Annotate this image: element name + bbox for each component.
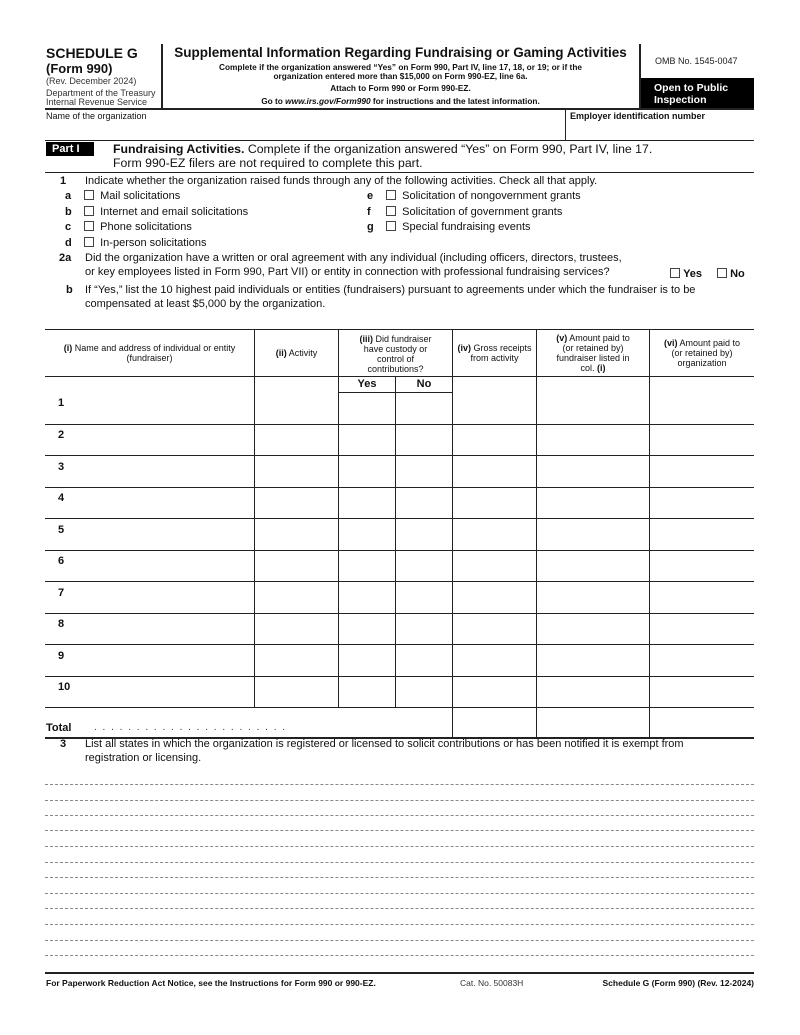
line1-text: Indicate whether the organization raised funds through any of the following activities. Check all that apply. (85, 175, 598, 187)
header-bottom-rule (45, 108, 754, 110)
gross-receipts-cell[interactable] (454, 614, 539, 646)
col-num: (i) (63, 342, 73, 353)
schedule-label: SCHEDULE G (46, 45, 138, 61)
state-entry-line[interactable] (45, 830, 754, 831)
fundraiser-name-cell[interactable] (46, 488, 257, 520)
custody-no-cell[interactable] (397, 645, 455, 677)
gross-receipts-cell[interactable] (454, 677, 539, 709)
custody-no-cell[interactable] (397, 614, 455, 646)
line2a-no (717, 268, 745, 280)
col-num: (v) (556, 332, 568, 343)
activity-letter: c (65, 221, 72, 233)
state-entry-line[interactable] (45, 940, 754, 941)
state-entry-line[interactable] (45, 800, 754, 801)
activity-letter: a (65, 190, 72, 202)
retained-org-cell[interactable] (651, 582, 757, 614)
activity-letter: f (367, 206, 371, 218)
activity-label: Special fundraising events (402, 221, 531, 233)
paid-fundraiser-cell[interactable] (538, 677, 652, 709)
retained-org-cell[interactable] (651, 519, 757, 551)
retained-org-cell[interactable] (651, 488, 757, 520)
yesno-header-rule (338, 392, 452, 393)
state-entry-line[interactable] (45, 908, 754, 909)
gross-receipts-cell[interactable] (454, 488, 539, 520)
no-label: No (730, 268, 745, 280)
activity-letter: b (65, 206, 72, 218)
part1-title-rest: Complete if the organization answered “Yes” on Form 990, Part IV, line 17. (244, 142, 653, 156)
gross-receipts-cell[interactable] (454, 582, 539, 614)
total-gross-receipts[interactable] (454, 709, 538, 737)
line2a-text2: or key employees listed in Form 990, Part VII) or entity in connection with professional fundraising services? (85, 266, 610, 278)
retained-org-cell[interactable] (651, 645, 757, 677)
activity-cell[interactable] (256, 582, 341, 614)
row-number: 5 (58, 523, 65, 536)
fundraiser-name-cell[interactable] (46, 677, 257, 709)
line3-text2: registration or licensing. (85, 752, 202, 764)
department-label: Department of the Treasury (46, 88, 156, 98)
activity-g (367, 221, 531, 233)
activity-cell[interactable] (256, 677, 341, 709)
custody-yes-cell[interactable] (340, 488, 398, 520)
row-number: 10 (58, 681, 71, 693)
line2b-text1: If “Yes,” list the 10 highest paid individuals or entities (fundraisers) pursuant to agreements under which the fundraiser is to be (85, 284, 696, 296)
instruction-line1: Complete if the organization answered “Yes” on Form 990, Part IV, line 17, 18, or 19; or if the (218, 62, 582, 72)
retained-org-cell[interactable] (651, 425, 757, 457)
table-header-rule (45, 376, 754, 377)
org-name-label: Name of the organization (46, 111, 147, 121)
state-entry-line[interactable] (45, 815, 754, 816)
ein-label: Employer identification number (570, 111, 706, 121)
activity-cell[interactable] (256, 488, 341, 520)
fundraiser-name-cell[interactable] (46, 519, 257, 551)
col-label: Did fundraiser have custody or control of contributions? (363, 333, 432, 374)
part1-rule (45, 172, 754, 173)
retained-org-cell[interactable] (651, 394, 757, 425)
activity-cell[interactable] (256, 519, 341, 551)
state-entry-line[interactable] (45, 862, 754, 863)
gross-receipts-cell[interactable] (454, 551, 539, 583)
yes-column-header: Yes (357, 378, 377, 390)
yes-label: Yes (683, 268, 703, 280)
activity-label: Internet and email solicitations (100, 206, 249, 218)
paid-fundraiser-cell[interactable] (538, 519, 652, 551)
goto-prefix: Go to (261, 96, 286, 106)
custody-yes-cell[interactable] (340, 614, 398, 646)
no-column-header: No (416, 378, 432, 390)
col-header-v (537, 329, 649, 376)
col-label: Gross receipts from activity (470, 342, 532, 363)
total-label: Total (46, 722, 72, 734)
activity-d (65, 237, 207, 249)
col-num: (iii) (359, 333, 373, 344)
state-entry-line[interactable] (45, 877, 754, 878)
fundraiser-name-cell[interactable] (46, 614, 257, 646)
state-entry-line[interactable] (45, 846, 754, 847)
line2a-no-checkbox[interactable] (717, 268, 727, 278)
retained-org-cell[interactable] (651, 456, 757, 488)
activity-label: Mail solicitations (100, 190, 181, 202)
activity-cell[interactable] (256, 645, 341, 677)
state-entry-line[interactable] (45, 955, 754, 956)
catalog-number: Cat. No. 50083H (460, 978, 524, 988)
row-number: 6 (58, 555, 65, 567)
paid-fundraiser-cell[interactable] (538, 456, 652, 488)
activity-letter: g (367, 221, 374, 233)
col-header-iv (453, 329, 536, 376)
custody-yes-cell[interactable] (340, 425, 398, 457)
fundraiser-name-cell[interactable] (46, 551, 257, 583)
paid-fundraiser-cell[interactable] (538, 425, 652, 457)
part1-badge: Part I (46, 142, 94, 156)
activity-e (367, 190, 581, 202)
paid-fundraiser-cell[interactable] (538, 394, 652, 425)
ein-divider (565, 110, 566, 140)
activity-letter: d (65, 237, 72, 249)
total-retained-org[interactable] (651, 709, 756, 737)
state-entry-line[interactable] (45, 924, 754, 925)
goto-note (163, 96, 638, 106)
line2a-number: 2a (59, 252, 72, 264)
gross-receipts-cell[interactable] (454, 645, 539, 677)
activity-f-checkbox[interactable] (386, 206, 396, 216)
gross-receipts-cell[interactable] (454, 425, 539, 457)
activity-b (65, 206, 248, 218)
activity-cell[interactable] (256, 394, 341, 425)
activity-label: Phone solicitations (100, 221, 192, 233)
activity-label: In-person solicitations (100, 237, 207, 249)
fundraiser-name-cell[interactable] (46, 394, 257, 425)
activity-a-checkbox[interactable] (84, 190, 94, 200)
activity-e-checkbox[interactable] (386, 190, 396, 200)
retained-org-cell[interactable] (651, 614, 757, 646)
line2a-text1: Did the organization have a written or oral agreement with any individual (including officers, directors, trustees, (85, 252, 622, 264)
col-label: Activity (286, 347, 318, 358)
custody-no-cell[interactable] (397, 551, 455, 583)
part1-title (113, 142, 652, 156)
activity-b-checkbox[interactable] (84, 206, 94, 216)
line2a-yes (670, 268, 702, 280)
activity-a (65, 190, 180, 202)
custody-no-cell[interactable] (397, 519, 455, 551)
paid-fundraiser-cell[interactable] (538, 614, 652, 646)
state-entry-line[interactable] (45, 893, 754, 894)
fundraiser-name-cell[interactable] (46, 425, 257, 457)
form-identifier: Schedule G (Form 990) (Rev. 12-2024) (602, 978, 754, 988)
goto-suffix: for instructions and the latest information. (370, 96, 540, 106)
col-header-iii (339, 331, 452, 376)
col-header-ii (255, 329, 338, 376)
irs-link[interactable]: www.irs.gov/Form990 (285, 96, 371, 106)
paid-fundraiser-cell[interactable] (538, 582, 652, 614)
activity-g-checkbox[interactable] (386, 221, 396, 231)
col-label: Amount paid to (or retained by) organization (671, 337, 741, 368)
custody-yes-cell[interactable] (340, 582, 398, 614)
custody-yes-cell[interactable] (340, 677, 398, 709)
org-name-input[interactable] (46, 122, 565, 140)
activity-cell[interactable] (256, 425, 341, 457)
ein-input[interactable] (570, 122, 754, 140)
part1-title-bold: Fundraising Activities. (113, 142, 245, 156)
line3-number: 3 (60, 738, 67, 750)
retained-org-cell[interactable] (651, 677, 757, 709)
row-number: 8 (58, 618, 65, 630)
col-ref: (i) (597, 362, 606, 373)
footer-rule (45, 972, 754, 974)
open-to-public-badge (641, 78, 754, 108)
activity-c-checkbox[interactable] (84, 221, 94, 231)
custody-yes-cell[interactable] (340, 645, 398, 677)
custody-yes-cell[interactable] (340, 519, 398, 551)
name-row-bottom-rule (45, 140, 754, 141)
line2b-text2: compensated at least $5,000 by the organization. (85, 298, 326, 310)
activity-cell[interactable] (256, 551, 341, 583)
row-number: 4 (58, 492, 65, 504)
custody-yes-cell[interactable] (340, 394, 398, 425)
paid-fundraiser-cell[interactable] (538, 551, 652, 583)
custody-yes-cell[interactable] (340, 456, 398, 488)
service-label: Internal Revenue Service (46, 97, 148, 107)
custody-no-cell[interactable] (397, 425, 455, 457)
line2a-yes-checkbox[interactable] (670, 268, 680, 278)
col-header-vi (650, 329, 754, 376)
col-num: (iv) (457, 342, 471, 353)
revision-label: (Rev. December 2024) (46, 76, 137, 86)
activity-f (367, 206, 562, 218)
row-number: 3 (58, 460, 65, 473)
total-leader-dots: . . . . . . . . . . . . . . . . . . . . . . . (94, 722, 287, 733)
col-label: Amount paid to (or retained by) fundraiser listed in col. (556, 332, 630, 373)
line3-text1: List all states in which the organization is registered or licensed to solicit contributions or has been notified it is exempt from (85, 738, 684, 750)
col-label: Name and address of individual or entity (fundraiser) (72, 342, 236, 363)
activity-cell[interactable] (256, 456, 341, 488)
custody-no-cell[interactable] (397, 582, 455, 614)
activity-c (65, 221, 192, 233)
omb-number: OMB No. 1545-0047 (655, 56, 738, 66)
attach-note: Attach to Form 990 or Form 990-EZ. (330, 83, 471, 93)
row-number: 9 (58, 649, 65, 662)
activity-letter: e (367, 190, 374, 202)
gross-receipts-cell[interactable] (454, 519, 539, 551)
custody-yes-cell[interactable] (340, 551, 398, 583)
activity-d-checkbox[interactable] (84, 237, 94, 247)
fundraiser-name-cell[interactable] (46, 456, 257, 488)
row-number: 7 (58, 586, 65, 599)
custody-no-cell[interactable] (397, 488, 455, 520)
retained-org-cell[interactable] (651, 551, 757, 583)
part1-title-line2: Form 990-EZ filers are not required to complete this part. (113, 156, 423, 170)
paid-fundraiser-cell[interactable] (538, 488, 652, 520)
total-paid-fundraiser[interactable] (538, 709, 651, 737)
fundraiser-name-cell[interactable] (46, 645, 257, 677)
activity-cell[interactable] (256, 614, 341, 646)
custody-no-cell[interactable] (397, 456, 455, 488)
form-label: (Form 990) (46, 61, 113, 76)
gross-receipts-cell[interactable] (454, 456, 539, 488)
custody-no-cell[interactable] (397, 394, 455, 425)
row-number: 2 (58, 429, 65, 441)
open-line2: Inspection (654, 94, 707, 106)
row-number: 1 (58, 397, 65, 409)
col-header-i (45, 329, 254, 376)
paid-fundraiser-cell[interactable] (538, 645, 652, 677)
instruction-line2: organization entered more than $15,000 on Form 990-EZ, line 6a. (273, 71, 528, 81)
gross-receipts-cell[interactable] (454, 394, 539, 425)
line1-number: 1 (60, 175, 67, 187)
form-title: Supplemental Information Regarding Fundraising or Gaming Activities (174, 45, 627, 60)
activity-label: Solicitation of government grants (402, 206, 563, 218)
col-num: (vi) (663, 337, 678, 348)
open-line1: Open to Public (654, 82, 729, 94)
state-entry-line[interactable] (45, 784, 754, 785)
col-num: (ii) (275, 347, 287, 358)
fundraiser-name-cell[interactable] (46, 582, 257, 614)
paperwork-notice: For Paperwork Reduction Act Notice, see the Instructions for Form 990 or 990-EZ. (46, 978, 376, 988)
custody-no-cell[interactable] (397, 677, 455, 709)
activity-label: Solicitation of nongovernment grants (402, 190, 581, 202)
line2b-letter: b (66, 284, 73, 296)
